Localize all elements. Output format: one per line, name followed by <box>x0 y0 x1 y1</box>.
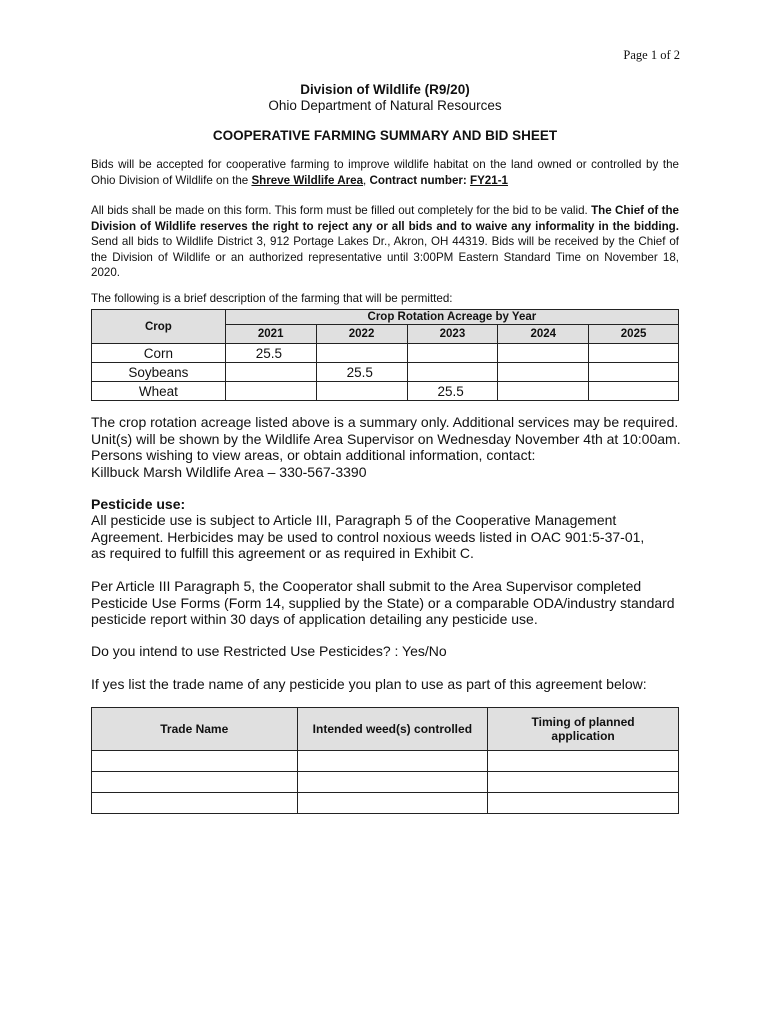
year-header: 2024 <box>498 325 589 344</box>
acreage-cell: 25.5 <box>407 382 498 401</box>
acreage-cell <box>407 363 498 382</box>
table-row <box>92 344 679 363</box>
acreage-cell <box>498 382 589 401</box>
pesticide-heading: Pesticide use: <box>91 496 186 512</box>
trade-name-cell[interactable] <box>92 793 298 814</box>
acreage-group-header: Crop Rotation Acreage by Year <box>225 310 678 325</box>
trade-name-cell[interactable] <box>92 772 298 793</box>
acreage-cell <box>589 344 679 363</box>
table-row <box>92 772 679 793</box>
table-row <box>92 363 679 382</box>
weeds-cell[interactable] <box>297 793 488 814</box>
acreage-cell <box>225 363 316 382</box>
acreage-cell <box>225 382 316 401</box>
acreage-cell: 25.5 <box>225 344 316 363</box>
trade-name-header: Trade Name <box>92 708 298 751</box>
acreage-cell: 25.5 <box>316 363 407 382</box>
intro-paragraph <box>91 157 679 188</box>
timing-cell[interactable] <box>488 751 679 772</box>
acreage-cell <box>407 344 498 363</box>
table-row <box>92 751 679 772</box>
table-row <box>92 793 679 814</box>
summary-line: Persons wishing to view areas, or obtain additional information, contact: <box>91 447 536 463</box>
contact-line: Killbuck Marsh Wildlife Area – 330-567-3390 <box>91 463 367 480</box>
weeds-cell[interactable] <box>297 751 488 772</box>
division-heading: Division of Wildlife (R9/20) <box>300 82 470 97</box>
timing-header: Timing of planned application <box>488 708 679 751</box>
summary-line: The crop rotation acreage listed above is a summary only. Additional services may be required. <box>91 414 679 430</box>
crop-rotation-table <box>91 309 679 401</box>
contract-label: Contract number: <box>369 173 470 187</box>
acreage-cell <box>498 363 589 382</box>
year-header: 2025 <box>589 325 679 344</box>
intro-text: Bids will be accepted for cooperative farming to improve wildlife habitat on the land owned or controlled by the Ohio Division of Wildlife on the <box>91 158 679 187</box>
timing-cell[interactable] <box>488 793 679 814</box>
article-paragraph: Per Article III Paragraph 5, the Cooperator shall submit to the Area Supervisor completed Pesticide Use Forms (Form 14, supplied by the State) or a comparable ODA/industry standard pesticide report within 30 days of application detailing any pesticide use. <box>91 578 675 627</box>
department-heading: Ohio Department of Natural Resources <box>268 98 502 113</box>
weeds-controlled-header: Intended weed(s) controlled <box>297 708 488 751</box>
page-number: Page 1 of 2 <box>623 48 680 62</box>
weeds-cell[interactable] <box>297 772 488 793</box>
year-header: 2022 <box>316 325 407 344</box>
trade-name-prompt: If yes list the trade name of any pesticide you plan to use as part of this agreement below: <box>91 676 647 692</box>
acreage-cell <box>589 382 679 401</box>
year-header: 2023 <box>407 325 498 344</box>
crop-name: Wheat <box>92 382 226 401</box>
crop-name: Soybeans <box>92 363 226 382</box>
document-title: COOPERATIVE FARMING SUMMARY AND BID SHEET <box>212 128 558 143</box>
acreage-cell <box>316 344 407 363</box>
farming-intro: The following is a brief description of the farming that will be permitted: <box>91 292 453 305</box>
summary-line: Unit(s) will be shown by the Wildlife Area Supervisor on Wednesday November 4th at 10:00am. <box>91 430 681 447</box>
crop-column-header: Crop <box>92 310 226 344</box>
contract-number: FY21-1 <box>469 173 509 187</box>
bid-reservation-text: The Chief of the Division of Wildlife reserves the right to reject any or all bids and to waive any informality in the bidding. <box>91 204 679 233</box>
restricted-use-question: Do you intend to use Restricted Use Pesticides? : Yes/No <box>91 643 447 659</box>
pesticide-paragraph: All pesticide use is subject to Article III, Paragraph 5 of the Cooperative Management Agreement. Herbicides may be used to control noxious weeds listed in OAC 901:5-37-01, as required to fulfill this agreement or as required in Exhibit C. <box>91 512 645 561</box>
wildlife-area-name: Shreve Wildlife Area <box>251 173 364 187</box>
bid-text-2: Send all bids to Wildlife District 3, 912 Portage Lakes Dr., Akron, OH 44319. Bids will be received by the Chief of the Division of Wildlife or an authorized representative until 3:00PM Eastern Standard Time on November 18, 2020. <box>91 235 679 279</box>
table-row <box>92 382 679 401</box>
bid-text-1: All bids shall be made on this form. This form must be filled out completely for the bid to be valid. <box>91 204 592 217</box>
bid-instructions-paragraph <box>91 203 679 281</box>
intro-comma: , <box>363 173 370 187</box>
timing-cell[interactable] <box>488 772 679 793</box>
acreage-cell <box>316 382 407 401</box>
pesticide-trade-table <box>91 707 679 814</box>
year-header: 2021 <box>225 325 316 344</box>
crop-name: Corn <box>92 344 226 363</box>
acreage-cell <box>589 363 679 382</box>
summary-block <box>91 414 691 480</box>
acreage-cell <box>498 344 589 363</box>
trade-name-cell[interactable] <box>92 751 298 772</box>
